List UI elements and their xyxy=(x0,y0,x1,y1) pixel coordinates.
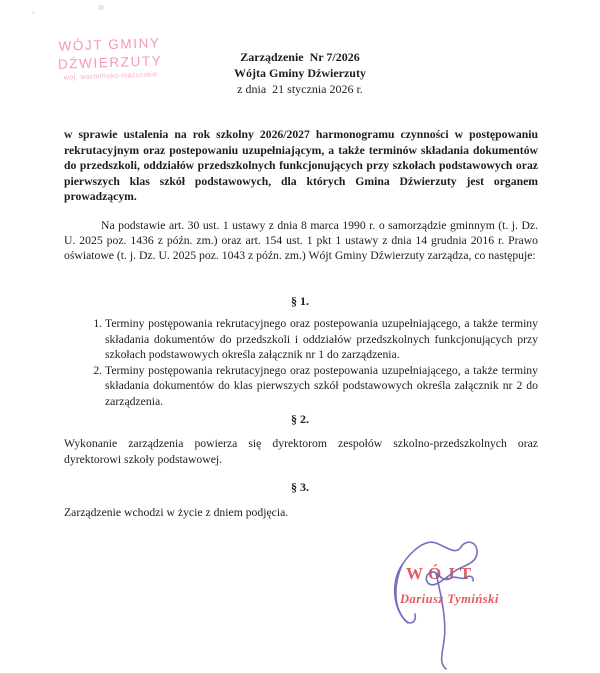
document-title-authority: Wójta Gminy Dźwierzuty xyxy=(234,66,366,80)
section-2-heading: § 2. xyxy=(291,412,309,426)
section-3-paragraph: Zarządzenie wchodzi w życie z dniem podjęcia. xyxy=(64,506,289,519)
scan-speck xyxy=(32,11,35,14)
section-2-paragraph: Wykonanie zarządzenia powierza się dyrektorom zespołów szkolno-przedszkolnych oraz dyrektorowi szkoły podstawowej. xyxy=(64,437,538,466)
scan-speck xyxy=(98,5,104,10)
signature-block xyxy=(378,533,530,673)
section-3-heading: § 3. xyxy=(291,480,309,494)
mayor-title-stamp: WÓJT xyxy=(406,564,477,583)
list-item: 1. Terminy postępowania rekrutacyjnego oraz postepowania uzupełniającego, a także terminy składania dokumentów do przedszkoli i oddziałów przedszkolnych funkcjonujących przy szkołach podstawowych określa załącznik nr 1 do zarządzenia. xyxy=(105,316,538,363)
signer-name-stamp: Dariusz Tymiński xyxy=(400,592,499,606)
corner-stamp-line-2: DŹWIERZUTY xyxy=(57,52,163,72)
section-1-heading: § 1. xyxy=(291,294,309,308)
document-title-number: Zarządzenie Nr 7/2026 xyxy=(240,50,360,64)
section-1-list xyxy=(84,316,538,410)
handwritten-signature-icon xyxy=(378,533,530,673)
document-title-date: z dnia 21 stycznia 2026 r. xyxy=(237,82,363,96)
legal-basis-paragraph: Na podstawie art. 30 ust. 1 ustawy z dnia 8 marca 1990 r. o samorządzie gminnym (t. j. Dz. U. 2025 poz. 1436 z późn. zm.) oraz art. 154 ust. 1 pkt 1 ustawy z dnia 14 grudnia 2016 r. Prawo oświatowe (t. j. Dz. U. 2025 poz. 1043 z późn. zm.) Wójt Gminy Dźwierzuty zarządza, co następuje: xyxy=(64,219,538,262)
corner-stamp-line-3: woj. warmińsko-mazurskie xyxy=(63,69,158,82)
subject-paragraph: w sprawie ustalenia na rok szkolny 2026/2027 harmonogramu czynności w postępowaniu rekrutacyjnym oraz postepowaniu uzupełniającym, a także terminów składania dokumentów do przedszkoli, oddziałów przedszkolnych funkcjonujących przy szkołach podstawowych oraz pierwszych klas szkół podstawowych, dla których Gmina Dźwierzuty jest organem prowadzącym. xyxy=(64,128,538,204)
list-item: 2. Terminy postępowania rekrutacyjnego oraz postepowania uzupełniającego, a także terminy składania dokumentów do klas pierwszych szkół podstawowych określa załącznik nr 2 do zarządzenia. xyxy=(105,363,538,410)
corner-stamp-line-1: WÓJT GMINY xyxy=(58,35,161,54)
document-title-block xyxy=(63,49,537,97)
